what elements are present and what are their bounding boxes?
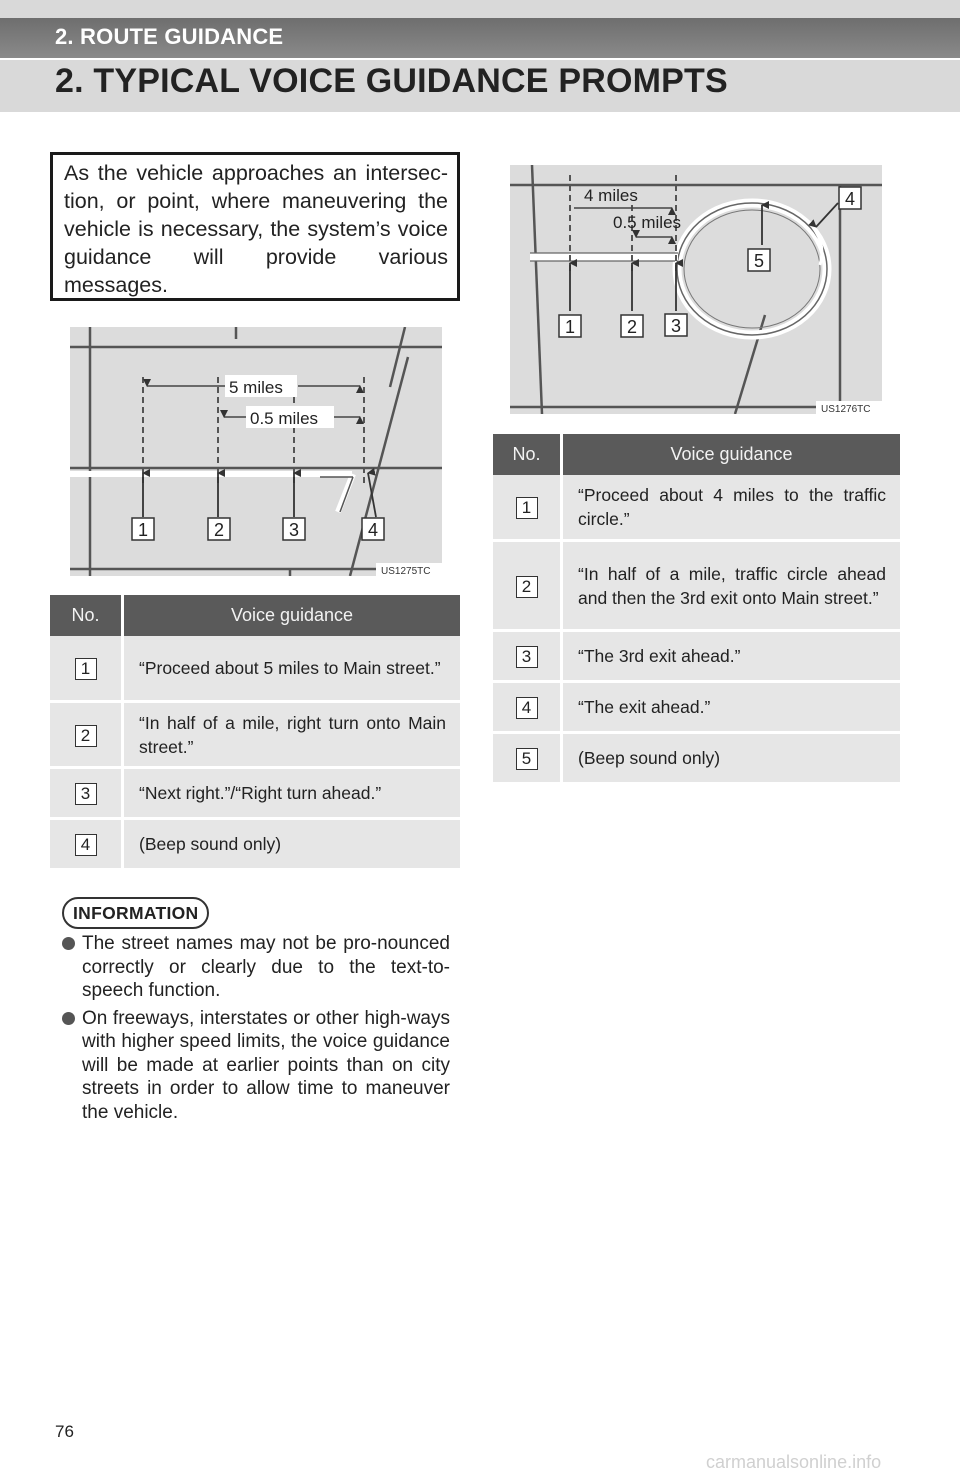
guidance-text: “Proceed about 4 miles to the traffic circle.” bbox=[563, 475, 900, 542]
information-item: On freeways, interstates or other high-ways with higher speed limits, the voice guidance will be made at earlier points than on city streets in order to allow time to maneuver the vehicle. bbox=[64, 1007, 450, 1125]
table-header-row bbox=[50, 595, 460, 636]
table-row bbox=[493, 632, 900, 683]
intro-box: As the vehicle approaches an intersec-tion, or point, where maneuvering the vehicle is necessary, the system’s voice guidance will provide various messages. bbox=[50, 152, 460, 301]
information-item: The street names may not be pro-nounced correctly or clearly due to the text-to-speech function. bbox=[64, 932, 450, 1003]
row-number: 2 bbox=[75, 725, 97, 747]
column-header-no: No. bbox=[50, 595, 124, 636]
guidance-text: “In half of a mile, traffic circle ahead and then the 3rd exit onto Main street.” bbox=[563, 542, 900, 632]
guidance-text: (Beep sound only) bbox=[563, 734, 900, 785]
traffic-circle-map bbox=[510, 165, 882, 414]
marker-5: 5 bbox=[753, 251, 765, 271]
row-number: 3 bbox=[75, 783, 97, 805]
guidance-text: “In half of a mile, right turn onto Main street.” bbox=[124, 703, 460, 769]
page-header bbox=[0, 0, 960, 112]
marker-3: 3 bbox=[288, 520, 300, 540]
marker-1: 1 bbox=[137, 520, 149, 540]
page-title: 2. TYPICAL VOICE GUIDANCE PROMPTS bbox=[55, 62, 728, 100]
guidance-text: “The exit ahead.” bbox=[563, 683, 900, 734]
page-number: 76 bbox=[55, 1422, 74, 1441]
header-divider bbox=[0, 58, 960, 60]
table-row bbox=[493, 475, 900, 542]
row-number: 4 bbox=[75, 834, 97, 856]
diagram-traffic-circle bbox=[510, 165, 882, 414]
information-badge: INFORMATION bbox=[62, 897, 209, 929]
row-number: 2 bbox=[516, 576, 538, 598]
marker-3: 3 bbox=[670, 316, 682, 336]
diagram-code: US1275TC bbox=[381, 566, 431, 576]
section-label: 2. ROUTE GUIDANCE bbox=[55, 24, 284, 49]
column-header-guidance: Voice guidance bbox=[563, 434, 900, 475]
marker-4: 4 bbox=[367, 520, 379, 540]
row-number: 3 bbox=[516, 646, 538, 668]
diagram-code: US1276TC bbox=[821, 404, 871, 414]
information-list bbox=[64, 932, 450, 1128]
distance-label-far: 4 miles bbox=[584, 186, 638, 205]
watermark: carmanualsonline.info bbox=[706, 1452, 882, 1472]
guidance-text: “Next right.”/“Right turn ahead.” bbox=[124, 769, 460, 820]
row-number: 4 bbox=[516, 697, 538, 719]
guidance-text: (Beep sound only) bbox=[124, 820, 460, 871]
column-header-guidance: Voice guidance bbox=[124, 595, 460, 636]
bullet-icon bbox=[62, 1012, 75, 1025]
table-header-row bbox=[493, 434, 900, 475]
marker-2: 2 bbox=[626, 317, 638, 337]
table-row bbox=[493, 542, 900, 632]
table-row bbox=[50, 820, 460, 871]
distance-label-near: 0.5 miles bbox=[250, 409, 319, 428]
distance-label-near: 0.5 miles bbox=[613, 213, 682, 232]
diagram-intersection bbox=[70, 327, 442, 576]
table-row bbox=[50, 703, 460, 769]
table-row bbox=[50, 636, 460, 703]
intersection-map bbox=[70, 327, 442, 576]
column-header-no: No. bbox=[493, 434, 563, 475]
row-number: 1 bbox=[516, 497, 538, 519]
distance-label-far: 5 miles bbox=[229, 378, 283, 397]
row-number: 5 bbox=[516, 748, 538, 770]
marker-1: 1 bbox=[564, 317, 576, 337]
guidance-text: “Proceed about 5 miles to Main street.” bbox=[124, 636, 460, 703]
marker-4: 4 bbox=[844, 189, 856, 209]
guidance-text: “The 3rd exit ahead.” bbox=[563, 632, 900, 683]
row-number: 1 bbox=[75, 658, 97, 680]
marker-2: 2 bbox=[213, 520, 225, 540]
table-row bbox=[493, 683, 900, 734]
voice-guidance-table-2 bbox=[493, 434, 900, 785]
voice-guidance-table-1 bbox=[50, 595, 460, 871]
table-row bbox=[493, 734, 900, 785]
table-row bbox=[50, 769, 460, 820]
bullet-icon bbox=[62, 937, 75, 950]
